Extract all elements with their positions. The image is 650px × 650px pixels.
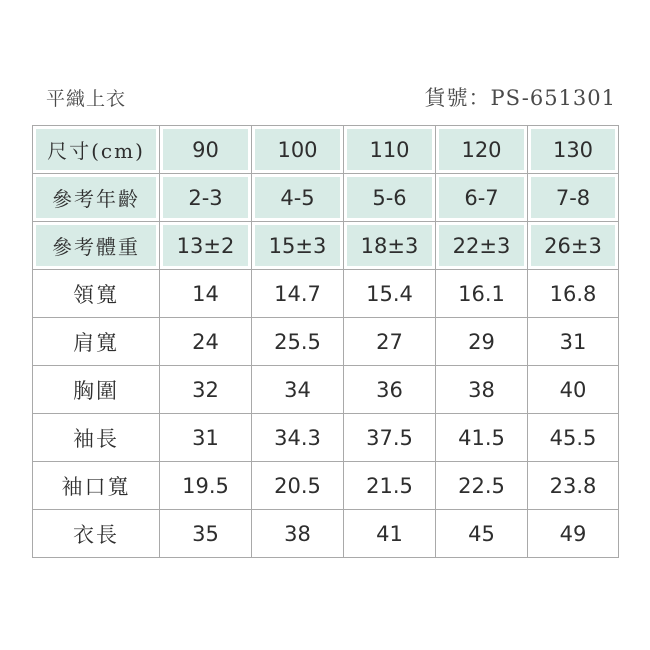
table-cell: 21.5 — [344, 462, 436, 510]
table-cell: 34.3 — [252, 414, 344, 462]
table-cell: 19.5 — [160, 462, 252, 510]
size-chart-table — [32, 125, 619, 558]
table-cell: 31 — [160, 414, 252, 462]
table-cell: 18±3 — [344, 222, 436, 270]
table-cell: 110 — [344, 126, 436, 174]
table-cell: 20.5 — [252, 462, 344, 510]
row-label: 領寬 — [33, 270, 160, 318]
table-cell: 45 — [436, 510, 528, 558]
table-cell: 13±2 — [160, 222, 252, 270]
table-cell: 16.1 — [436, 270, 528, 318]
table-row — [33, 462, 619, 510]
table-cell: 41.5 — [436, 414, 528, 462]
table-row — [33, 318, 619, 366]
table-cell: 15.4 — [344, 270, 436, 318]
table-cell: 41 — [344, 510, 436, 558]
product-sku: 貨號：PS-651301 — [424, 86, 616, 110]
table-cell: 27 — [344, 318, 436, 366]
table-cell: 14.7 — [252, 270, 344, 318]
table-row — [33, 270, 619, 318]
table-cell: 15±3 — [252, 222, 344, 270]
table-cell: 49 — [528, 510, 619, 558]
row-label: 衣長 — [33, 510, 160, 558]
table-cell: 45.5 — [528, 414, 619, 462]
table-row — [33, 126, 619, 174]
row-label: 尺寸(cm) — [33, 126, 160, 174]
table-cell: 32 — [160, 366, 252, 414]
table-row — [33, 222, 619, 270]
row-label: 胸圍 — [33, 366, 160, 414]
table-cell: 130 — [528, 126, 619, 174]
table-row — [33, 510, 619, 558]
table-cell: 5-6 — [344, 174, 436, 222]
row-label: 袖長 — [33, 414, 160, 462]
table-cell: 23.8 — [528, 462, 619, 510]
table-cell: 40 — [528, 366, 619, 414]
row-label: 袖口寬 — [33, 462, 160, 510]
table-row — [33, 174, 619, 222]
table-cell: 100 — [252, 126, 344, 174]
table-row — [33, 414, 619, 462]
table-cell: 35 — [160, 510, 252, 558]
table-cell: 6-7 — [436, 174, 528, 222]
table-cell: 16.8 — [528, 270, 619, 318]
table-cell: 26±3 — [528, 222, 619, 270]
table-cell: 24 — [160, 318, 252, 366]
table-cell: 7-8 — [528, 174, 619, 222]
row-label: 肩寬 — [33, 318, 160, 366]
product-title: 平織上衣 — [46, 88, 127, 110]
table-cell: 4-5 — [252, 174, 344, 222]
row-label: 參考體重 — [33, 222, 160, 270]
table-cell: 38 — [252, 510, 344, 558]
table-cell: 14 — [160, 270, 252, 318]
table-cell: 34 — [252, 366, 344, 414]
table-cell: 31 — [528, 318, 619, 366]
table-cell: 22±3 — [436, 222, 528, 270]
row-label: 參考年齡 — [33, 174, 160, 222]
table-cell: 90 — [160, 126, 252, 174]
table-cell: 22.5 — [436, 462, 528, 510]
table-cell: 29 — [436, 318, 528, 366]
size-chart-body — [33, 126, 619, 558]
table-cell: 36 — [344, 366, 436, 414]
table-cell: 2-3 — [160, 174, 252, 222]
table-row — [33, 366, 619, 414]
table-cell: 120 — [436, 126, 528, 174]
table-cell: 38 — [436, 366, 528, 414]
table-cell: 25.5 — [252, 318, 344, 366]
table-cell: 37.5 — [344, 414, 436, 462]
